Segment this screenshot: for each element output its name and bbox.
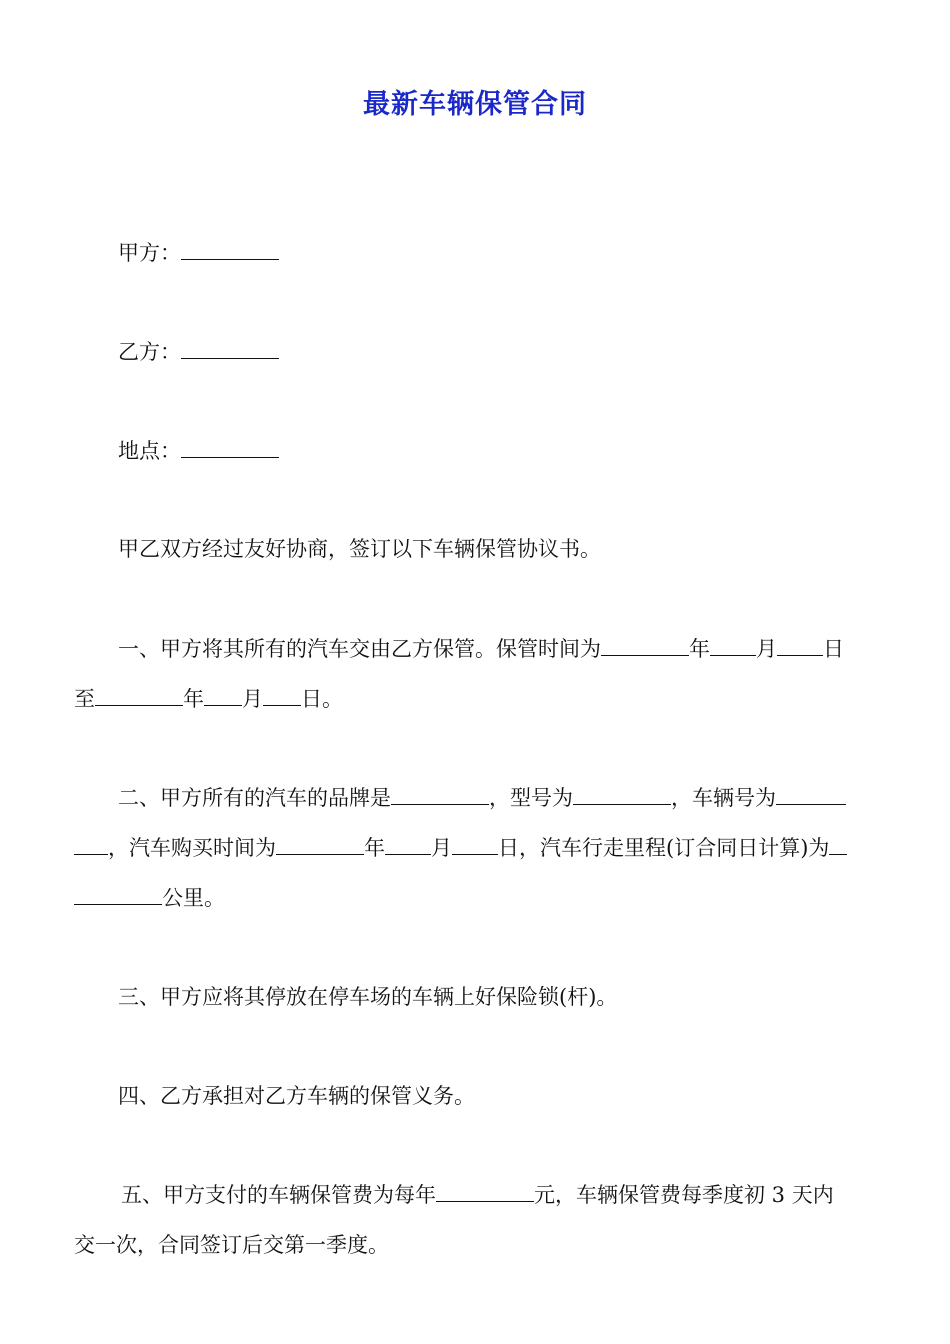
year-label: 年 [183, 687, 204, 711]
clause5-text-c: 交一次，合同签订后交第一季度。 [74, 1233, 389, 1257]
year-label: 年 [364, 836, 385, 860]
location-blank[interactable] [181, 441, 279, 458]
start-year-blank[interactable] [601, 639, 689, 656]
intro-paragraph [118, 524, 924, 574]
clause3-paragraph [118, 972, 924, 1022]
party-a-blank[interactable] [181, 243, 279, 260]
clause2-line1 [118, 773, 924, 823]
party-b-line [118, 327, 924, 377]
clause4-paragraph [118, 1071, 924, 1121]
mileage-blank-cont[interactable] [74, 888, 162, 905]
party-a-line [118, 228, 924, 278]
party-a-label: 甲方： [118, 241, 181, 265]
mileage-label: 日，汽车行走里程(订合同日计算)为 [498, 836, 830, 860]
month-label: 月 [431, 836, 452, 860]
start-day-blank[interactable] [777, 639, 823, 656]
day-label: 日 [823, 637, 844, 661]
model-label: ，型号为 [489, 786, 573, 810]
mileage-blank[interactable] [829, 838, 847, 855]
purchase-year-blank[interactable] [276, 838, 364, 855]
month-label: 月 [756, 637, 777, 661]
clause2-line3 [74, 873, 880, 923]
to-label: 至 [74, 687, 95, 711]
clause1-line1 [118, 624, 924, 674]
end-month-blank[interactable] [204, 689, 242, 706]
document-title: 最新车辆保管合同 [363, 89, 587, 120]
party-b-label: 乙方： [118, 340, 181, 364]
clause3-text: 三、甲方应将其停放在停车场的车辆上好保险锁(杆)。 [118, 985, 618, 1009]
fee-blank[interactable] [436, 1185, 534, 1202]
clause1-line2 [74, 674, 880, 724]
start-month-blank[interactable] [710, 639, 756, 656]
brand-blank[interactable] [391, 788, 489, 805]
clause5-line2 [74, 1220, 880, 1270]
intro-text: 甲乙双方经过友好协商，签订以下车辆保管协议书。 [118, 537, 601, 561]
clause4-text: 四、乙方承担对乙方车辆的保管义务。 [118, 1084, 475, 1108]
model-blank[interactable] [573, 788, 671, 805]
location-line [118, 426, 924, 476]
end-label: 日。 [301, 687, 343, 711]
plate-blank[interactable] [776, 788, 846, 805]
km-label: 公里。 [162, 886, 225, 910]
clause5-text-b: 元，车辆保管费每季度初 3 天内 [534, 1183, 834, 1207]
clause2-text: 二、甲方所有的汽车的品牌是 [118, 786, 391, 810]
end-year-blank[interactable] [95, 689, 183, 706]
clause5-line1 [121, 1170, 927, 1220]
purchase-label: ，汽车购买时间为 [108, 836, 276, 860]
month-label: 月 [242, 687, 263, 711]
location-label: 地点： [118, 439, 181, 463]
end-day-blank[interactable] [263, 689, 301, 706]
party-b-blank[interactable] [181, 342, 279, 359]
purchase-month-blank[interactable] [385, 838, 431, 855]
plate-label: ，车辆号为 [671, 786, 776, 810]
year-label: 年 [689, 637, 710, 661]
plate-blank-cont[interactable] [74, 838, 108, 855]
clause5-text-a: 五、甲方支付的车辆保管费为每年 [121, 1183, 436, 1207]
clause2-line2 [74, 823, 880, 873]
clause1-text: 一、甲方将其所有的汽车交由乙方保管。保管时间为 [118, 637, 601, 661]
purchase-day-blank[interactable] [452, 838, 498, 855]
